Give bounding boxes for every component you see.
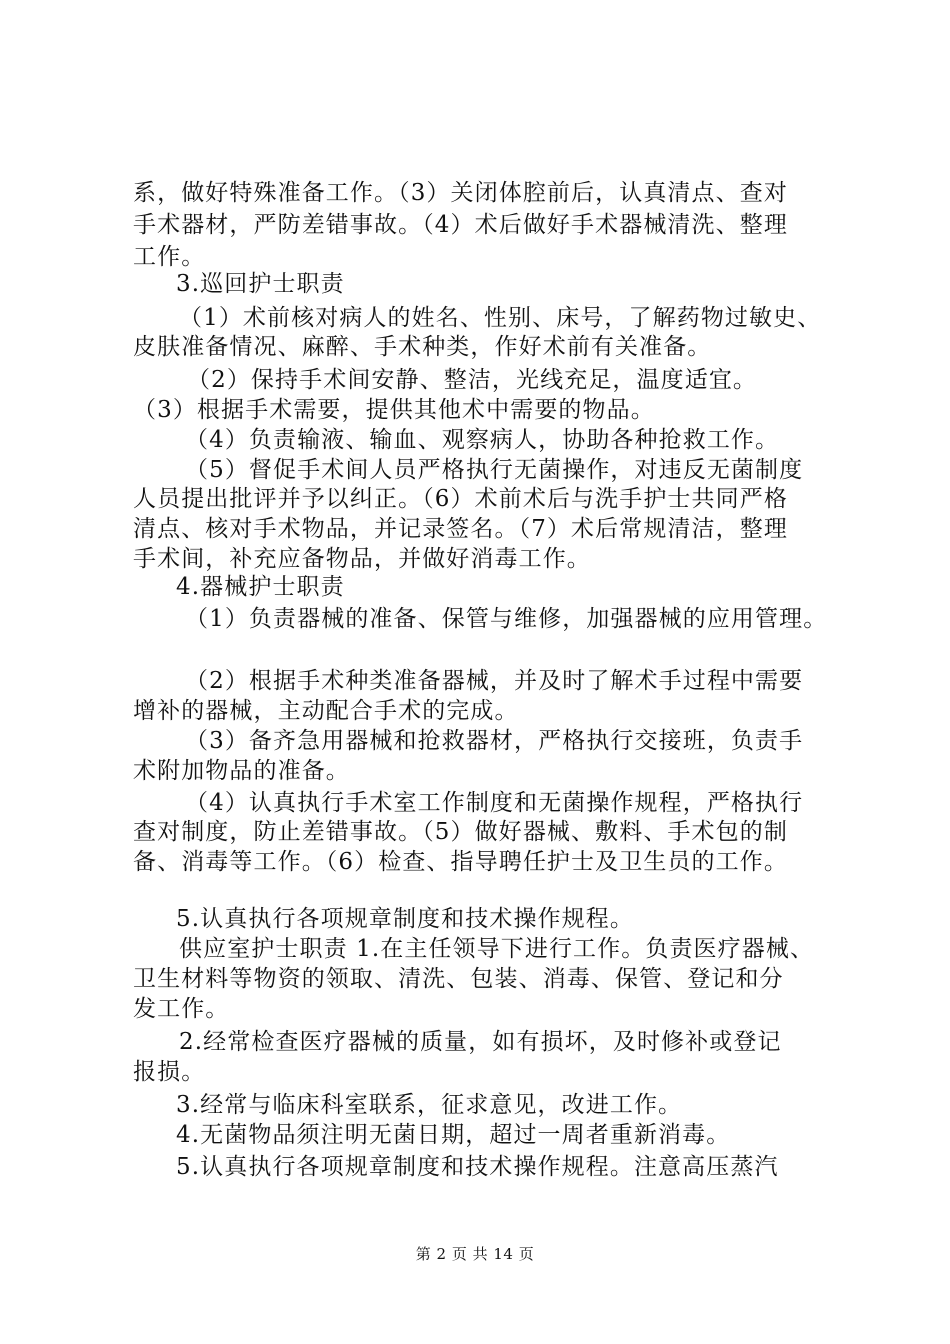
text-line: 清点、核对手术物品，并记录签名。（7）术后常规清洁，整理 bbox=[133, 516, 788, 542]
text-line: 手术间，补充应备物品，并做好消毒工作。 bbox=[133, 546, 591, 572]
text-line: 人员提出批评并予以纠正。（6）术前术后与洗手护士共同严格 bbox=[133, 486, 788, 512]
page-number-footer: 第 2 页 共 14 页 bbox=[415, 1245, 535, 1263]
text-line: 报损。 bbox=[133, 1059, 206, 1085]
text-line: 5.认真执行各项规章制度和技术操作规程。注意高压蒸汽 bbox=[176, 1154, 779, 1180]
text-line: 4.无菌物品须注明无菌日期，超过一周者重新消毒。 bbox=[176, 1122, 731, 1148]
text-line: 卫生材料等物资的领取、清洗、包装、消毒、保管、登记和分 bbox=[133, 966, 784, 992]
text-line: 3.经常与临床科室联系，征求意见，改进工作。 bbox=[176, 1092, 683, 1118]
text-line: （4）认真执行手术室工作制度和无菌操作规程，严格执行 bbox=[185, 790, 804, 816]
text-line: 查对制度，防止差错事故。（5）做好器械、敷料、手术包的制 bbox=[133, 819, 788, 845]
text-line: （1）负责器械的准备、保管与维修，加强器械的应用管理。 bbox=[185, 606, 828, 632]
text-line: 5.认真执行各项规章制度和技术操作规程。 bbox=[176, 906, 634, 932]
text-line: 备、消毒等工作。（6）检查、指导聘任护士及卫生员的工作。 bbox=[133, 849, 788, 875]
text-line: （4）负责输液、输血、观察病人，协助各种抢救工作。 bbox=[185, 427, 780, 453]
text-line: 术附加物品的准备。 bbox=[133, 758, 350, 784]
text-line: 手术器材，严防差错事故。（4）术后做好手术器械清洗、整理 bbox=[133, 212, 788, 238]
text-line: 供应室护士职责 1.在主任领导下进行工作。负责医疗器械、 bbox=[179, 936, 815, 962]
text-line: （5）督促手术间人员严格执行无菌操作，对违反无菌制度 bbox=[185, 457, 804, 483]
text-line: （2）保持手术间安静、整洁，光线充足，温度适宜。 bbox=[187, 367, 758, 393]
text-line: （3）根据手术需要，提供其他术中需要的物品。 bbox=[133, 397, 655, 423]
text-line: （3）备齐急用器械和抢救器材，严格执行交接班，负责手 bbox=[185, 728, 804, 754]
text-line: （2）根据手术种类准备器械，并及时了解术手过程中需要 bbox=[185, 668, 804, 694]
text-line: 工作。 bbox=[133, 244, 206, 270]
text-line: 皮肤准备情况、麻醉、手术种类，作好术前有关准备。 bbox=[133, 334, 712, 360]
section-heading: 3.巡回护士职责 bbox=[176, 271, 345, 297]
section-heading: 4.器械护士职责 bbox=[176, 574, 345, 600]
text-line: 系，做好特殊准备工作。（3）关闭体腔前后，认真清点、查对 bbox=[133, 180, 788, 206]
text-line: 增补的器械，主动配合手术的完成。 bbox=[133, 698, 519, 724]
text-line: 发工作。 bbox=[133, 996, 230, 1022]
text-line: 2.经常检查医疗器械的质量，如有损坏，及时修补或登记 bbox=[179, 1029, 782, 1055]
text-line: （1）术前核对病人的姓名、性别、床号，了解药物过敏史、 bbox=[179, 305, 822, 331]
